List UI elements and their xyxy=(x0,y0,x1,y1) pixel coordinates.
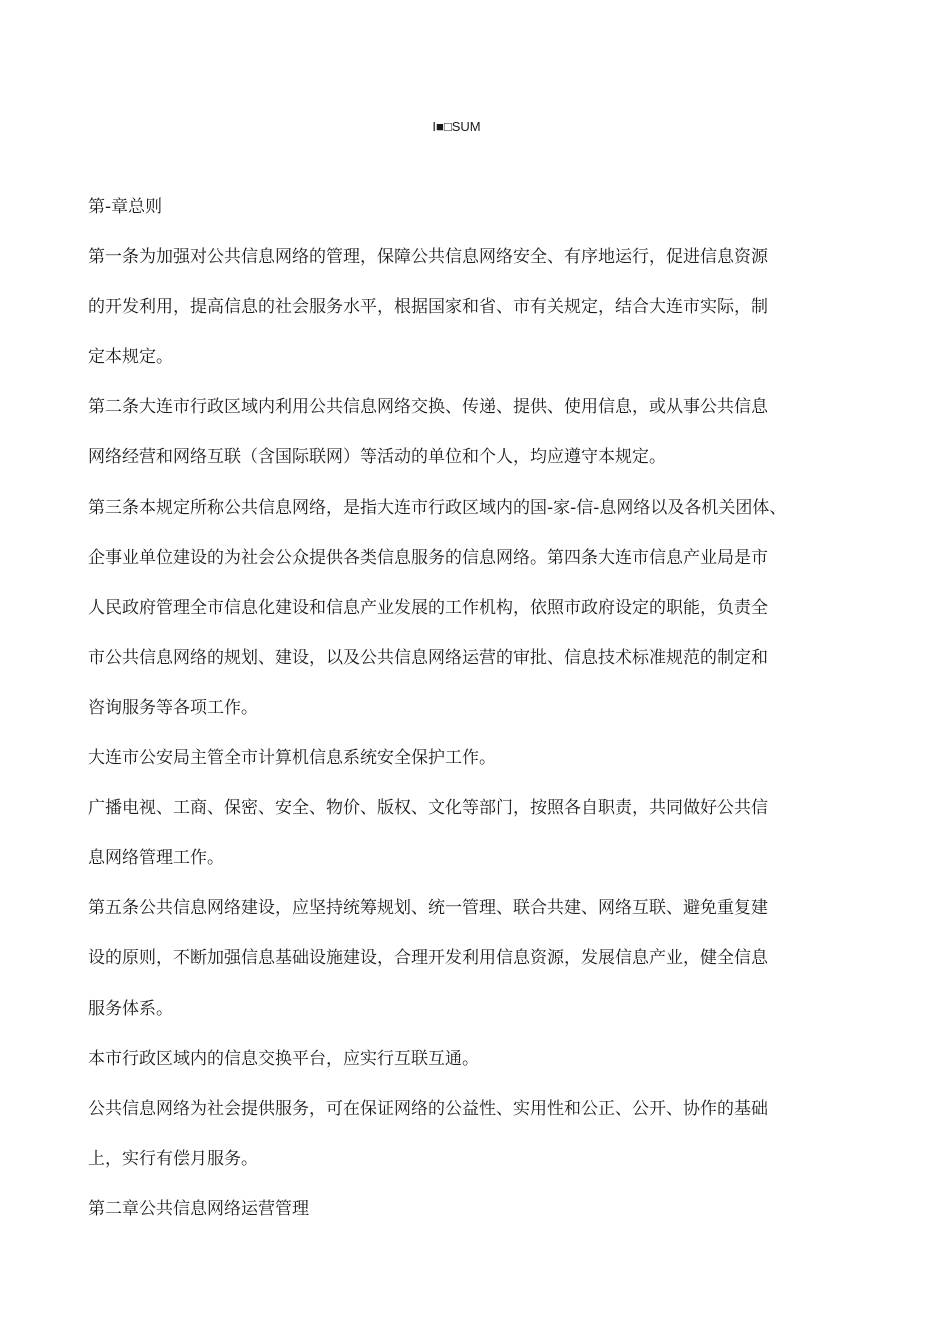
text-line: 咨询服务等各项工作。 xyxy=(88,697,258,718)
text-line: 服务体系。 xyxy=(88,998,173,1019)
text-line: 本市行政区域内的信息交换平台，应实行互联互通。 xyxy=(88,1048,479,1069)
text-line: 公共信息网络为社会提供服务，可在保证网络的公益性、实用性和公正、公开、协作的基础 xyxy=(88,1098,768,1119)
text-line: 网络经营和网络互联（含国际联网）等活动的单位和个人，均应遵守本规定。 xyxy=(88,447,666,468)
text-line: 第三条本规定所称公共信息网络，是指大连市行政区域内的国-家-信-息网络以及各机关团体、 xyxy=(88,497,787,518)
text-line: 的开发利用，提高信息的社会服务水平，根据国家和省、市有关规定，结合大连市实际，制 xyxy=(88,297,768,318)
text-line: 广播电视、工商、保密、安全、物价、版权、文化等部门，按照各自职责，共同做好公共信 xyxy=(88,798,768,819)
text-line: 第一条为加强对公共信息网络的管理，保障公共信息网络安全、有序地运行，促进信息资源 xyxy=(88,247,768,268)
header-mark: I■□SUM xyxy=(432,119,481,134)
text-line: 定本规定。 xyxy=(88,347,173,368)
text-line: 市公共信息网络的规划、建设，以及公共信息网络运营的审批、信息技术标准规范的制定和 xyxy=(88,647,768,668)
text-line: 上，实行有偿月服务。 xyxy=(88,1148,258,1169)
text-line: 企事业单位建设的为社会公众提供各类信息服务的信息网络。第四条大连市信息产业局是市 xyxy=(88,547,768,568)
text-line: 人民政府管理全市信息化建设和信息产业发展的工作机构，依照市政府设定的职能，负责全 xyxy=(88,597,768,618)
chapter-heading: 第-章总则 xyxy=(88,197,163,217)
text-line: 大连市公安局主管全市计算机信息系统安全保护工作。 xyxy=(88,748,496,769)
text-line: 第五条公共信息网络建设，应坚持统筹规划、统一管理、联合共建、网络互联、避免重复建 xyxy=(88,898,768,919)
text-line: 第二条大连市行政区域内利用公共信息网络交换、传递、提供、使用信息，或从事公共信息 xyxy=(88,397,768,418)
text-line: 息网络管理工作。 xyxy=(88,848,224,869)
chapter-heading: 第二章公共信息网络运营管理 xyxy=(88,1198,309,1219)
document-body xyxy=(88,182,888,1234)
text-line: 设的原则，不断加强信息基础设施建设，合理开发利用信息资源，发展信息产业，健全信息 xyxy=(88,948,768,969)
